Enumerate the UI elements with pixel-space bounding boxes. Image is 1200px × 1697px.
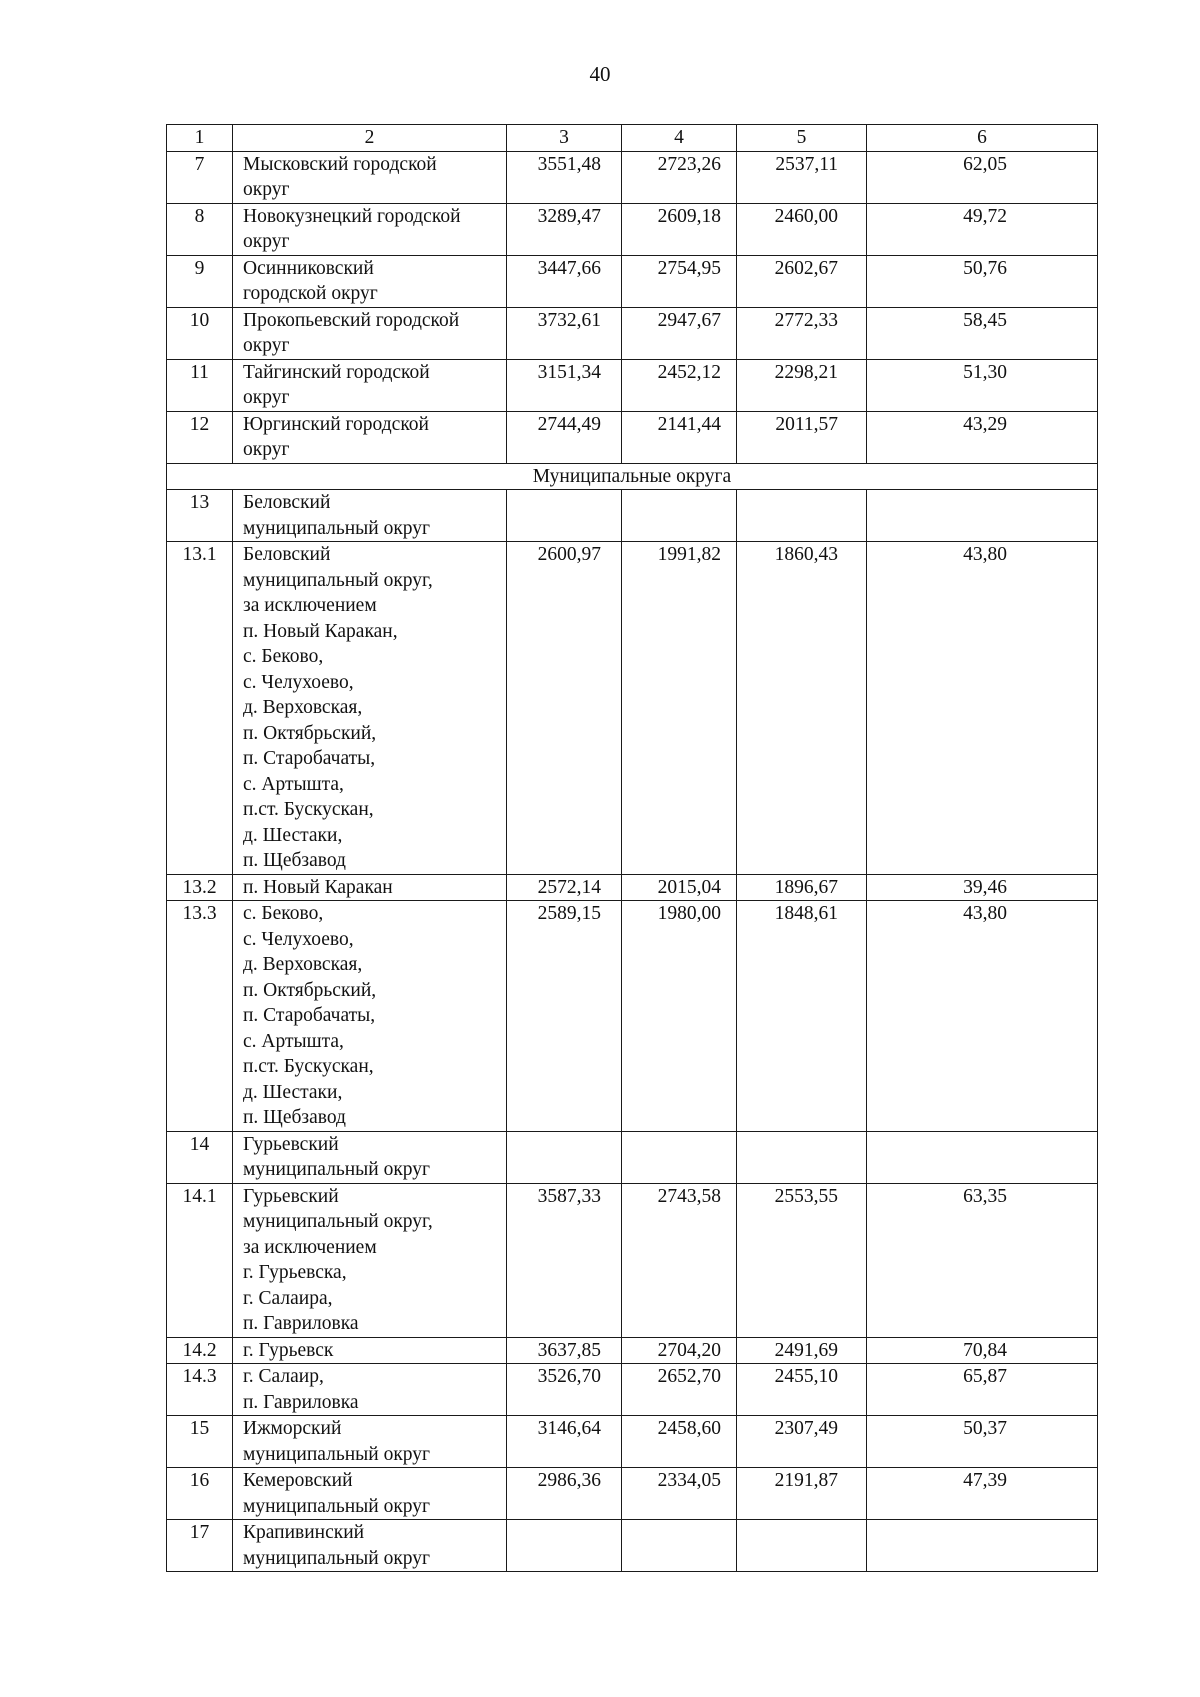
value-cell-4: 2141,44 [622,411,737,463]
name-cell [233,1468,507,1520]
name-line: Беловский [243,544,331,565]
name-cell [233,874,507,901]
name-cell [233,1364,507,1416]
value-cell-4: 2743,58 [622,1183,737,1337]
name-cell [233,203,507,255]
name-line: Тайгинский городской [243,361,430,383]
value-cell-3: 3526,70 [507,1364,622,1416]
row-number-cell: 13.1 [167,542,233,875]
value-cell-5 [737,490,867,542]
value-cell-5: 2191,87 [737,1468,867,1520]
name-line: с. Артышта, [243,1030,344,1052]
value-cell-5 [737,1131,867,1183]
value-cell-3 [507,490,622,542]
row-number-cell: 13.2 [167,874,233,901]
name-line: п. Октябрьский, [243,722,377,744]
value-cell-6: 50,37 [867,1416,1098,1468]
value-cell-5: 1860,43 [737,542,867,875]
table-row [167,1337,1098,1364]
name-line: г. Гурьевск [243,1339,334,1361]
value-cell-3: 3637,85 [507,1337,622,1364]
value-cell-5: 2460,00 [737,203,867,255]
name-line: Кемеровский [243,1470,353,1491]
row-number-cell: 16 [167,1468,233,1520]
value-cell-4: 2334,05 [622,1468,737,1520]
name-line: Гурьевский [243,1185,339,1207]
name-line: округ [243,387,290,408]
name-line: п. Щебзавод [243,1107,346,1128]
page-number: 40 [589,62,611,86]
name-line: п.ст. Бускускан, [243,799,374,820]
value-cell-6: 58,45 [867,307,1098,359]
name-cell [233,151,507,203]
name-line: с. Челухоево, [243,671,354,693]
name-cell [233,359,507,411]
name-line: с. Артышта, [243,773,344,795]
value-cell-6: 50,76 [867,255,1098,307]
value-cell-3: 2572,14 [507,874,622,901]
name-line: с. Челухоево, [243,928,354,950]
row-number-cell: 14 [167,1131,233,1183]
value-cell-4: 2609,18 [622,203,737,255]
value-cell-6: 43,29 [867,411,1098,463]
row-number-cell: 12 [167,411,233,463]
value-cell-4: 2704,20 [622,1337,737,1364]
table-header-row [167,125,1098,152]
name-cell [233,307,507,359]
table-body [167,125,1098,1572]
value-cell-6: 43,80 [867,542,1098,875]
value-cell-4: 2723,26 [622,151,737,203]
value-cell-5: 2307,49 [737,1416,867,1468]
value-cell-4 [622,1520,737,1572]
value-cell-5: 2298,21 [737,359,867,411]
value-cell-5: 2455,10 [737,1364,867,1416]
value-cell-3 [507,1520,622,1572]
row-number-cell: 9 [167,255,233,307]
name-cell [233,1520,507,1572]
name-line: Ижморский [243,1418,342,1439]
name-line: округ [243,439,290,460]
name-cell [233,411,507,463]
table-row [167,1468,1098,1520]
row-number-cell: 14.2 [167,1337,233,1364]
table-row [167,901,1098,1132]
name-line: муниципальный округ, [243,569,433,591]
name-cell [233,1337,507,1364]
name-cell [233,542,507,875]
name-line: г. Салаира, [243,1287,333,1309]
table-row [167,1131,1098,1183]
value-cell-4 [622,490,737,542]
name-cell [233,1416,507,1468]
table-row [167,542,1098,875]
row-number-cell: 13 [167,490,233,542]
value-cell-5: 2491,69 [737,1337,867,1364]
value-cell-3: 3146,64 [507,1416,622,1468]
name-line: муниципальный округ [243,517,431,539]
value-cell-6: 43,80 [867,901,1098,1132]
value-cell-6 [867,490,1098,542]
value-cell-3: 2589,15 [507,901,622,1132]
table-row [167,255,1098,307]
header-cell: 5 [737,125,867,152]
name-line: округ [243,231,290,252]
value-cell-4: 2947,67 [622,307,737,359]
row-number-cell: 14.3 [167,1364,233,1416]
value-cell-6: 63,35 [867,1183,1098,1337]
row-number-cell: 10 [167,307,233,359]
name-line: Беловский [243,492,331,513]
value-cell-6 [867,1520,1098,1572]
name-line: округ [243,335,290,356]
name-line: муниципальный округ, [243,1211,433,1232]
table-row [167,1416,1098,1468]
name-line: п. Старобачаты, [243,748,376,769]
name-line: округ [243,179,290,200]
value-cell-3: 3151,34 [507,359,622,411]
value-cell-3: 3447,66 [507,255,622,307]
name-line: за исключением [243,1236,377,1258]
name-line: за исключением [243,595,377,616]
header-cell: 1 [167,125,233,152]
data-table [166,124,1098,1572]
name-cell [233,490,507,542]
name-line: п. Гавриловка [243,1391,359,1413]
value-cell-5: 2011,57 [737,411,867,463]
name-cell [233,901,507,1132]
name-line: городской округ [243,283,378,304]
row-number-cell: 8 [167,203,233,255]
value-cell-4: 1980,00 [622,901,737,1132]
value-cell-6: 49,72 [867,203,1098,255]
name-line: п. Гавриловка [243,1313,359,1334]
row-number-cell: 13.3 [167,901,233,1132]
name-cell [233,255,507,307]
name-line: с. Беково, [243,903,324,924]
name-line: г. Гурьевска, [243,1262,347,1283]
table-row [167,874,1098,901]
name-line: муниципальный округ [243,1495,431,1517]
name-line: Мысковский городской [243,153,437,175]
value-cell-5 [737,1520,867,1572]
value-cell-5: 2553,55 [737,1183,867,1337]
name-line: д. Верховская, [243,697,363,718]
row-number-cell: 17 [167,1520,233,1572]
value-cell-6: 70,84 [867,1337,1098,1364]
value-cell-6: 51,30 [867,359,1098,411]
name-line: муниципальный округ [243,1547,431,1569]
value-cell-6: 47,39 [867,1468,1098,1520]
value-cell-6: 39,46 [867,874,1098,901]
name-line: п. Щебзавод [243,850,346,871]
name-line: п. Новый Каракан [243,876,393,898]
section-title: Муниципальные округа [167,463,1098,490]
name-line: д. Верховская, [243,954,363,975]
value-cell-6 [867,1131,1098,1183]
header-cell: 2 [233,125,507,152]
value-cell-3: 2986,36 [507,1468,622,1520]
name-line: д. Шестаки, [243,824,343,846]
table-row [167,1520,1098,1572]
value-cell-4: 2452,12 [622,359,737,411]
table-row [167,1364,1098,1416]
table-row [167,203,1098,255]
value-cell-4 [622,1131,737,1183]
value-cell-4: 2015,04 [622,874,737,901]
name-line: п.ст. Бускускан, [243,1056,374,1077]
value-cell-3: 3587,33 [507,1183,622,1337]
name-line: Прокопьевский городской [243,309,460,331]
value-cell-6: 62,05 [867,151,1098,203]
header-cell: 3 [507,125,622,152]
name-line: Гурьевский [243,1133,339,1155]
name-line: Осинниковский [243,257,374,279]
value-cell-4: 2754,95 [622,255,737,307]
row-number-cell: 14.1 [167,1183,233,1337]
value-cell-5: 2772,33 [737,307,867,359]
table-row [167,151,1098,203]
name-cell [233,1131,507,1183]
name-line: муниципальный округ [243,1443,431,1465]
value-cell-6: 65,87 [867,1364,1098,1416]
name-line: муниципальный округ [243,1159,431,1180]
name-line: Юргинский городской [243,413,429,435]
value-cell-4: 1991,82 [622,542,737,875]
name-line: Крапивинский [243,1522,365,1543]
table-row [167,307,1098,359]
section-row [167,463,1098,490]
header-cell: 6 [867,125,1098,152]
table-row [167,411,1098,463]
row-number-cell: 11 [167,359,233,411]
value-cell-5: 2602,67 [737,255,867,307]
name-cell [233,1183,507,1337]
table-row [167,359,1098,411]
value-cell-3: 2744,49 [507,411,622,463]
header-cell: 4 [622,125,737,152]
name-line: д. Шестаки, [243,1081,343,1103]
name-line: Новокузнецкий городской [243,205,461,227]
name-line: с. Беково, [243,646,324,667]
row-number-cell: 7 [167,151,233,203]
value-cell-4: 2652,70 [622,1364,737,1416]
value-cell-3 [507,1131,622,1183]
value-cell-3: 3551,48 [507,151,622,203]
value-cell-3: 2600,97 [507,542,622,875]
value-cell-5: 1848,61 [737,901,867,1132]
value-cell-5: 1896,67 [737,874,867,901]
value-cell-4: 2458,60 [622,1416,737,1468]
table-row [167,490,1098,542]
table-row [167,1183,1098,1337]
value-cell-3: 3732,61 [507,307,622,359]
name-line: п. Старобачаты, [243,1005,376,1026]
name-line: п. Новый Каракан, [243,620,398,642]
row-number-cell: 15 [167,1416,233,1468]
name-line: г. Салаир, [243,1366,324,1387]
value-cell-5: 2537,11 [737,151,867,203]
name-line: п. Октябрьский, [243,979,377,1001]
value-cell-3: 3289,47 [507,203,622,255]
